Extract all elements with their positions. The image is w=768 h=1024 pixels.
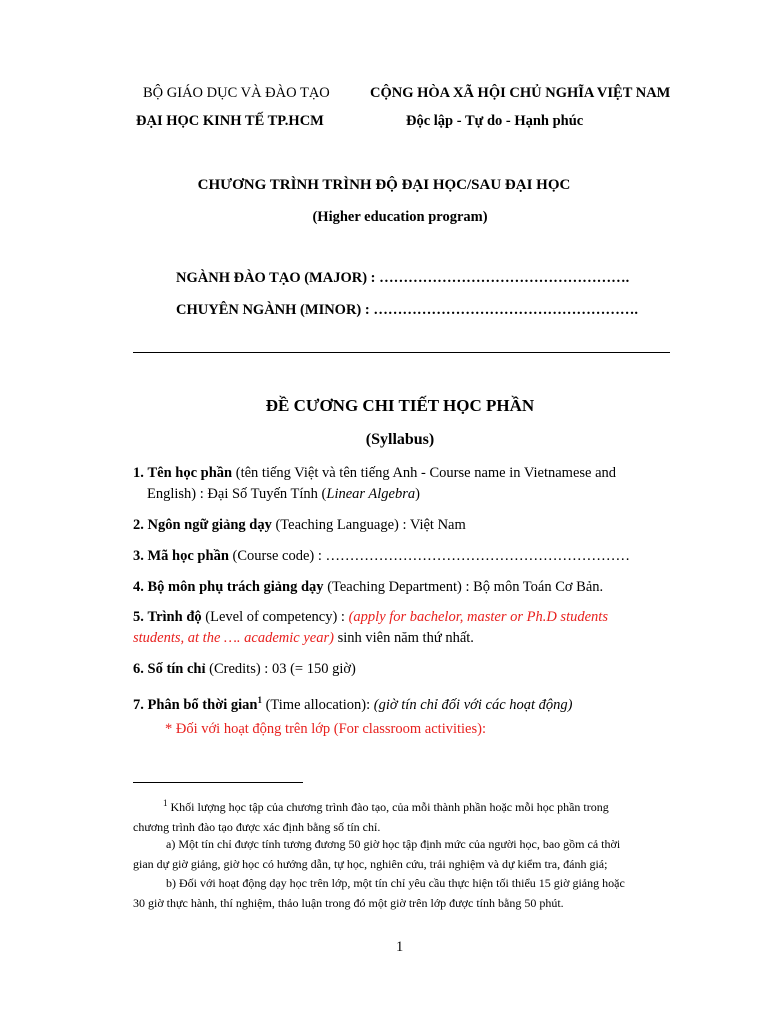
item-credits: [133, 659, 673, 680]
item-number: 4.: [133, 579, 144, 595]
item-text: (Teaching Department) : Bộ môn Toán Cơ Bản.: [323, 579, 604, 595]
footnote-text: chương trình đào tạo được xác định bằng số tín chỉ.: [133, 820, 381, 834]
item-text: (tên tiếng Việt và tên tiếng Anh - Course name in Vietnamese and: [232, 465, 617, 481]
republic-name: CỘNG HÒA XÃ HỘI CHỦ NGHĨA VIỆT NAM: [370, 85, 671, 101]
university-name: ĐẠI HỌC KINH TẾ TP.HCM: [136, 113, 324, 129]
item-text: English) : Đại Số Tuyến Tính (: [147, 486, 327, 502]
syllabus-subtitle: (Syllabus): [365, 431, 435, 448]
item-label: Phân bổ thời gian: [147, 696, 258, 713]
footnote-text: gian dự giờ giảng, giờ học có hướng dẫn, tự học, nghiên cứu, trải nghiệm và dự kiểm tra, đánh giá;: [133, 857, 608, 871]
footnote-text: Khối lượng học tập của chương trình đào tạo, của mỗi thành phần hoặc mỗi học phần trong: [167, 800, 609, 814]
program-title: CHƯƠNG TRÌNH TRÌNH ĐỘ ĐẠI HỌC/SAU ĐẠI HỌC: [197, 177, 571, 193]
minor-field: CHUYÊN NGÀNH (MINOR) : ……………………………………………….: [176, 302, 638, 318]
item-text: (Course code) : ………………………………………………………: [228, 548, 631, 564]
item-number: 2.: [133, 517, 144, 533]
item-label: Trình độ: [147, 609, 202, 625]
item-note-red: (apply for bachelor, master or Ph.D students: [348, 609, 608, 625]
footnote-separator: [133, 782, 303, 783]
footnote-ref: 1: [257, 695, 262, 705]
page-number: 1: [396, 939, 404, 955]
item-text: sinh viên năm thứ nhất.: [333, 630, 474, 646]
item-text: (Credits) : 03 (= 150 giờ): [205, 661, 356, 677]
footnote-text: a) Một tín chỉ được tính tương đương 50 giờ học tập định mức của người học, bao gồm cả thời: [166, 837, 621, 851]
item-level-of-competency: [133, 607, 673, 649]
footnote-number: 1: [163, 798, 168, 808]
item-italic: (giờ tín chỉ đối với các hoạt động): [373, 696, 573, 713]
footnote-text: b) Đối với hoạt động dạy học trên lớp, một tín chỉ yêu cầu thực hiện tối thiểu 15 giờ giảng hoặc: [166, 876, 625, 890]
item-label: Bộ môn phụ trách giảng dạy: [147, 579, 324, 595]
item-number: 7.: [133, 696, 144, 713]
item-label: Ngôn ngữ giảng dạy: [147, 517, 272, 533]
item-text: ): [415, 486, 420, 502]
footnote-clause-a: [133, 834, 673, 874]
item-course-name: [133, 463, 673, 505]
item-course-code: [133, 546, 673, 567]
syllabus-title: ĐỀ CƯƠNG CHI TIẾT HỌC PHẦN: [265, 396, 535, 415]
item-text: (Time allocation):: [261, 696, 374, 713]
item-number: 3.: [133, 548, 144, 564]
footnote-clause-b: [133, 873, 673, 913]
major-field: NGÀNH ĐÀO TẠO (MAJOR) : …………………………………………….: [176, 270, 630, 286]
item-text: (Teaching Language) : Việt Nam: [271, 517, 466, 533]
item-text: (Level of competency) :: [201, 609, 349, 625]
item-number: 1.: [133, 465, 144, 481]
item-number: 6.: [133, 661, 144, 677]
program-subtitle: (Higher education program): [312, 209, 488, 225]
item-label: Mã học phần: [147, 548, 229, 564]
national-motto: Độc lập - Tự do - Hạnh phúc: [406, 113, 584, 129]
separator-line: [133, 352, 670, 353]
ministry-name: BỘ GIÁO DỤC VÀ ĐÀO TẠO: [143, 85, 330, 101]
item-note-red: students,: [133, 630, 185, 646]
item-note-red: at the …. academic year): [184, 630, 334, 646]
item-teaching-department: [133, 577, 673, 598]
item-time-allocation: [133, 690, 673, 716]
item-number: 5.: [133, 609, 144, 625]
item-teaching-language: [133, 515, 673, 536]
item-label: Tên học phần: [147, 465, 233, 481]
item-label: Số tín chỉ: [147, 661, 206, 677]
classroom-activities-note: * Đối với hoạt động trên lớp (For classroom activities):: [165, 721, 486, 737]
footnote-text: 30 giờ thực hành, thí nghiệm, thảo luận trong đó một giờ trên lớp được tính bằng 50 phút.: [133, 896, 564, 910]
item-italic: Linear Algebra: [326, 486, 416, 502]
footnote-main: [133, 793, 673, 837]
